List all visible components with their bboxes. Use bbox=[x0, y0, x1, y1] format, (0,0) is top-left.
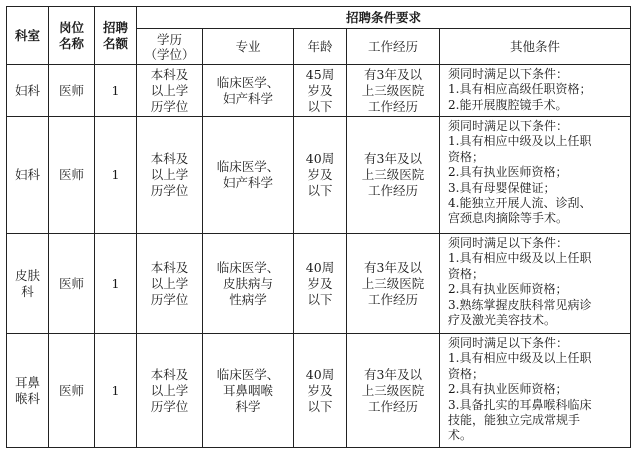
cell-education: 本科及 以上学 历学位 bbox=[137, 117, 203, 234]
cell-position: 医师 bbox=[49, 334, 95, 448]
cell-other: 须同时满足以下条件： 1.具有相应中级及以上任职 资格； 2.具有执业医师资格； 3.具备扎实的耳鼻喉科临床 技能，能独立完成常规手 术。 bbox=[440, 334, 631, 448]
cell-age: 45周 岁及 以下 bbox=[294, 65, 347, 117]
table-row bbox=[7, 234, 631, 334]
header-headcount: 招聘 名额 bbox=[95, 7, 137, 65]
header-education: 学历 （学位） bbox=[137, 29, 203, 65]
cell-experience: 有3年及以 上三级医院 工作经历 bbox=[347, 234, 440, 334]
cell-count: 1 bbox=[95, 234, 137, 334]
cell-other: 须同时满足以下条件： 1.具有相应中级及以上任职 资格； 2.具有执业医师资格； 3.熟练掌握皮肤科常见病诊 疗及激光美容技术。 bbox=[440, 234, 631, 334]
cell-position: 医师 bbox=[49, 234, 95, 334]
cell-other: 须同时满足以下条件： 1.具有相应高级任职资格； 2.能开展腹腔镜手术。 bbox=[440, 65, 631, 117]
cell-department: 妇科 bbox=[7, 65, 49, 117]
cell-position: 医师 bbox=[49, 117, 95, 234]
cell-age: 40周 岁及 以下 bbox=[294, 334, 347, 448]
header-requirements: 招聘条件要求 bbox=[137, 7, 631, 29]
cell-department: 妇科 bbox=[7, 117, 49, 234]
cell-major: 临床医学、 妇产科学 bbox=[203, 117, 294, 234]
header-department: 科室 bbox=[7, 7, 49, 65]
cell-education: 本科及 以上学 历学位 bbox=[137, 65, 203, 117]
cell-count: 1 bbox=[95, 65, 137, 117]
cell-major: 临床医学、 耳鼻咽喉 科学 bbox=[203, 334, 294, 448]
cell-experience: 有3年及以 上三级医院 工作经历 bbox=[347, 117, 440, 234]
header-major: 专业 bbox=[203, 29, 294, 65]
cell-experience: 有3年及以 上三级医院 工作经历 bbox=[347, 65, 440, 117]
table-row bbox=[7, 334, 631, 448]
cell-major: 临床医学、 妇产科学 bbox=[203, 65, 294, 117]
table-row bbox=[7, 117, 631, 234]
table-row bbox=[7, 65, 631, 117]
cell-department: 皮肤 科 bbox=[7, 234, 49, 334]
header-experience: 工作经历 bbox=[347, 29, 440, 65]
cell-count: 1 bbox=[95, 334, 137, 448]
cell-count: 1 bbox=[95, 117, 137, 234]
cell-education: 本科及 以上学 历学位 bbox=[137, 334, 203, 448]
cell-position: 医师 bbox=[49, 65, 95, 117]
cell-other: 须同时满足以下条件： 1.具有相应中级及以上任职 资格； 2.具有执业医师资格； 3.具有母婴保健证； 4.能独立开展人流、诊刮、 宫颈息肉摘除等手术。 bbox=[440, 117, 631, 234]
cell-education: 本科及 以上学 历学位 bbox=[137, 234, 203, 334]
cell-experience: 有3年及以 上三级医院 工作经历 bbox=[347, 334, 440, 448]
recruitment-table bbox=[6, 6, 631, 448]
header-age: 年龄 bbox=[294, 29, 347, 65]
cell-department: 耳鼻 喉科 bbox=[7, 334, 49, 448]
header-other: 其他条件 bbox=[440, 29, 631, 65]
header-position-name: 岗位 名称 bbox=[49, 7, 95, 65]
cell-age: 40周 岁及 以下 bbox=[294, 234, 347, 334]
cell-age: 40周 岁及 以下 bbox=[294, 117, 347, 234]
cell-major: 临床医学、 皮肤病与 性病学 bbox=[203, 234, 294, 334]
